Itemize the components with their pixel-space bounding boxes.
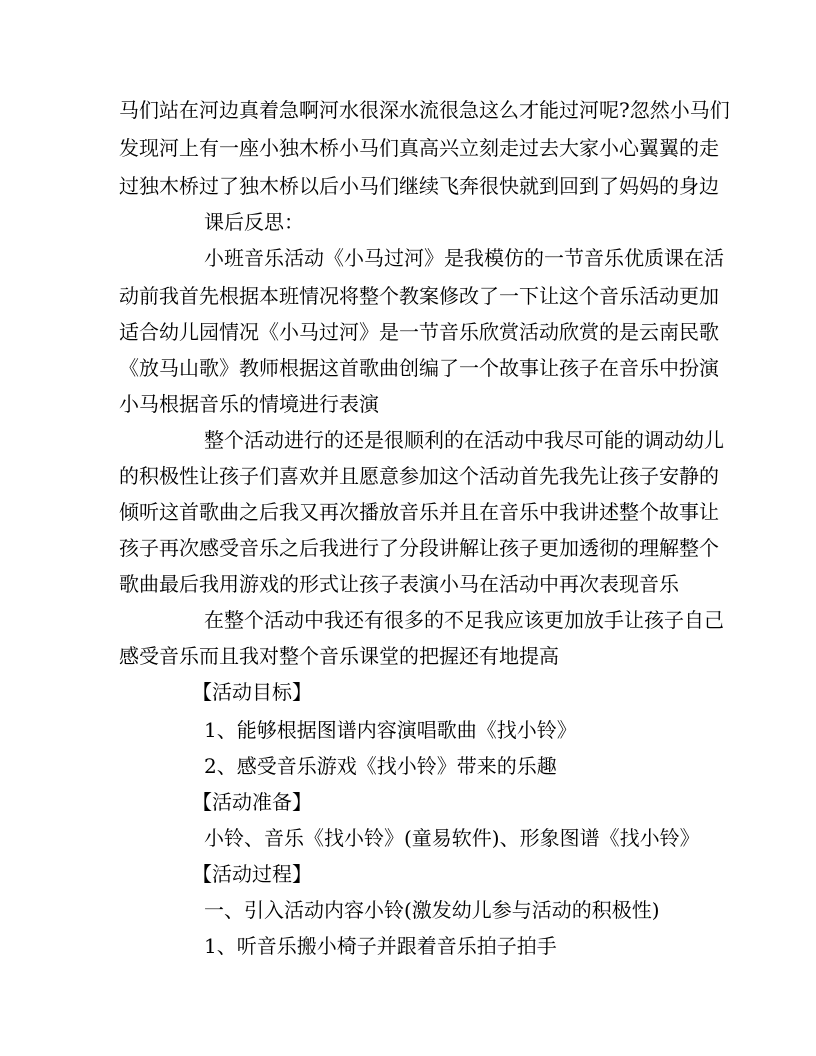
goals-heading: 【活动目标】 (192, 680, 312, 704)
reflection-p1-line-4: 《放马山歌》教师根据这首歌曲创编了一个故事让孩子在音乐中扮演 (119, 356, 719, 380)
intro-line-2: 发现河上有一座小独木桥小马们真高兴立刻走过去大家小心翼翼的走 (119, 136, 719, 160)
reflection-p3-line-1: 在整个活动中我还有很多的不足我应该更加放手让孩子自己 (204, 608, 724, 632)
reflection-p2-line-4: 孩子再次感受音乐之后我进行了分段讲解让孩子更加透彻的理解整个 (119, 536, 719, 560)
reflection-p2-line-5: 歌曲最后我用游戏的形式让孩子表演小马在活动中再次表现音乐 (119, 572, 679, 596)
reflection-p1-line-2: 动前我首先根据本班情况将整个教案修改了一下让这个音乐活动更加 (119, 284, 719, 308)
reflection-p1-line-1: 小班音乐活动《小马过河》是我模仿的一节音乐优质课在活 (204, 246, 724, 270)
prep-heading: 【活动准备】 (192, 790, 312, 814)
prep-text: 小铃、音乐《找小铃》(童易软件)、形象图谱《找小铃》 (204, 826, 700, 850)
goal-2: 2、感受音乐游戏《找小铃》带来的乐趣 (204, 754, 557, 778)
reflection-p3-line-2: 感受音乐而且我对整个音乐课堂的把握还有地提高 (119, 644, 559, 668)
process-step-1: 一、引入活动内容小铃(激发幼儿参与活动的积极性) (204, 898, 660, 922)
reflection-p2-line-2: 的积极性让孩子们喜欢并且愿意参加这个活动首先我先让孩子安静的 (119, 464, 719, 488)
intro-line-3: 过独木桥过了独木桥以后小马们继续飞奔很快就到回到了妈妈的身边 (119, 174, 719, 198)
reflection-p2-line-1: 整个活动进行的还是很顺利的在活动中我尽可能的调动幼儿 (204, 428, 724, 452)
reflection-p2-line-3: 倾听这首歌曲之后我又再次播放音乐并且在音乐中我讲述整个故事让 (119, 500, 719, 524)
goal-1: 1、能够根据图谱内容演唱歌曲《找小铃》 (204, 718, 577, 742)
process-heading: 【活动过程】 (192, 862, 312, 886)
intro-line-1: 马们站在河边真着急啊河水很深水流很急这么才能过河呢?忽然小马们 (119, 98, 730, 122)
process-step-1-1: 1、听音乐搬小椅子并跟着音乐拍子拍手 (204, 934, 557, 958)
reflection-p1-line-5: 小马根据音乐的情境进行表演 (119, 392, 379, 416)
reflection-p1-line-3: 适合幼儿园情况《小马过河》是一节音乐欣赏活动欣赏的是云南民歌 (119, 320, 719, 344)
reflection-heading: 课后反思： (204, 210, 304, 234)
